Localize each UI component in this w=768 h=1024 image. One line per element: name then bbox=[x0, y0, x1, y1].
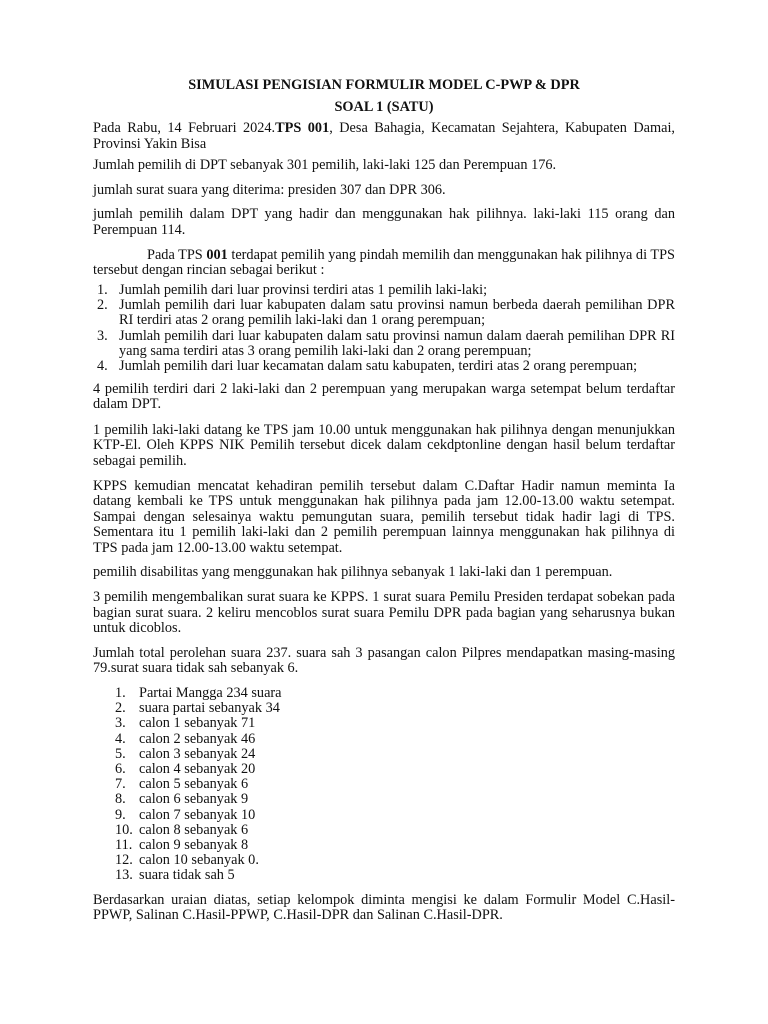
pindah-paragraph: Pada TPS 001 terdapat pemilih yang pindah memilih dan menggunakan hak pilihnya di TPS tersebut dengan rincian sebagai berikut : bbox=[93, 246, 676, 279]
disabilitas-paragraph: pemilih disabilitas yang menggunakan hak pilihnya sebanyak 1 laki-laki dan 1 perempuan. bbox=[93, 564, 613, 581]
dpk-paragraph: 4 pemilih terdiri dari 2 laki-laki dan 2 perempuan yang merupakan warga setempat belum terdaftar dalam DPT. bbox=[93, 380, 675, 413]
surat-suara-paragraph: jumlah surat suara yang diterima: presiden 307 dan DPR 306. bbox=[93, 181, 446, 198]
list-item: 1. Jumlah pemilih dari luar provinsi terdiri atas 1 pemilih laki-laki; bbox=[97, 281, 488, 298]
document-subtitle: SOAL 1 (SATU) bbox=[334, 99, 434, 115]
list-item: 11. calon 9 sebanyak 8 bbox=[115, 837, 249, 854]
list-item: 3. Jumlah pemilih dari luar kabupaten dalam satu provinsi namun dalam daerah pemilihan DPR RI yang sama terdiri atas 3 orang pemilih laki-laki dan 2 orang perempuan; bbox=[97, 327, 675, 359]
intro-paragraph: Pada Rabu, 14 Februari 2024.TPS 001, Desa Bahagia, Kecamatan Sejahtera, Kabupaten Damai, Provinsi Yakin Bisa bbox=[93, 120, 675, 152]
tps-number: TPS 001 bbox=[275, 120, 330, 136]
list-item: 7. calon 5 sebanyak 6 bbox=[115, 776, 249, 793]
list-item: 8. calon 6 sebanyak 9 bbox=[115, 791, 249, 808]
list-item: 5. calon 3 sebanyak 24 bbox=[115, 745, 256, 762]
list-item: 9. calon 7 sebanyak 10 bbox=[115, 806, 256, 823]
tps-number: 001 bbox=[206, 246, 228, 263]
dpt-paragraph: Jumlah pemilih di DPT sebanyak 301 pemilih, laki-laki 125 dan Perempuan 176. bbox=[93, 157, 557, 174]
hadir-paragraph: jumlah pemilih dalam DPT yang hadir dan menggunakan hak pilihnya. laki-laki 115 orang dan Perempuan 114. bbox=[93, 206, 675, 238]
hasil-list bbox=[93, 686, 675, 884]
list-item: 12. calon 10 sebanyak 0. bbox=[115, 852, 259, 869]
list-item: 10. calon 8 sebanyak 6 bbox=[115, 821, 249, 838]
list-item: 13. suara tidak sah 5 bbox=[115, 867, 235, 884]
list-item: 2. Jumlah pemilih dari luar kabupaten dalam satu provinsi namun berbeda daerah pemilihan DPR RI terdiri atas 2 orang pemilih laki-laki dan 1 orang perempuan; bbox=[97, 297, 675, 329]
penutup-paragraph: Berdasarkan uraian diatas, setiap kelompok diminta mengisi ke dalam Formulir Model C.Hasil-PPWP, Salinan C.Hasil-PPWP, C.Hasil-DPR dan Salinan C.Hasil-DPR. bbox=[93, 891, 675, 924]
list-item: 3. calon 1 sebanyak 71 bbox=[115, 715, 256, 732]
list-item: 1. Partai Mangga 234 suara bbox=[115, 685, 282, 702]
total-suara-paragraph: Jumlah total perolehan suara 237. suara sah 3 pasangan calon Pilpres mendapatkan masing-masing 79.surat suara tidak sah sebanyak 6. bbox=[93, 644, 675, 677]
list-item: 4. calon 2 sebanyak 46 bbox=[115, 730, 256, 747]
kpps-paragraph: KPPS kemudian mencatat kehadiran pemilih tersebut dalam C.Daftar Hadir namun meminta Ia datang kembali ke TPS untuk menggunakan hak pilihnya pada jam 12.00-13.00 waktu setempat. Sampai dengan selesainya waktu pemungutan suara, pemilih tersebut tidak hadir lagi di TPS. Sementara itu 1 pemilih laki-laki dan 2 pemilih perempuan lainnya menggunakan hak pilihnya di TPS pada jam 12.00-13.00 waktu setempat. bbox=[93, 477, 675, 556]
pengembalian-paragraph: 3 pemilih mengembalikan surat suara ke KPPS. 1 surat suara Pemilu Presiden terdapat sobekan pada bagian surat suara. 2 keliru mencoblos surat suara Pemilu DPR pada bagian yang seharusnya bukan untuk dicoblos. bbox=[93, 589, 675, 637]
document-title: SIMULASI PENGISIAN FORMULIR MODEL C-PWP & DPR bbox=[188, 77, 580, 93]
ktp-paragraph: 1 pemilih laki-laki datang ke TPS jam 10.00 untuk menggunakan hak pilihnya dengan menunjukkan KTP-El. Oleh KPPS NIK Pemilih tersebut dicek dalam cekdptonline dengan hasil belum terdaftar sebagai pemilih. bbox=[93, 421, 675, 469]
document-page bbox=[93, 76, 675, 924]
list-item: 2. suara partai sebanyak 34 bbox=[115, 700, 280, 717]
rincian-list bbox=[93, 283, 675, 375]
list-item: 4. Jumlah pemilih dari luar kecamatan dalam satu kabupaten, terdiri atas 2 orang perempuan; bbox=[97, 358, 638, 375]
list-item: 6. calon 4 sebanyak 20 bbox=[115, 761, 256, 778]
